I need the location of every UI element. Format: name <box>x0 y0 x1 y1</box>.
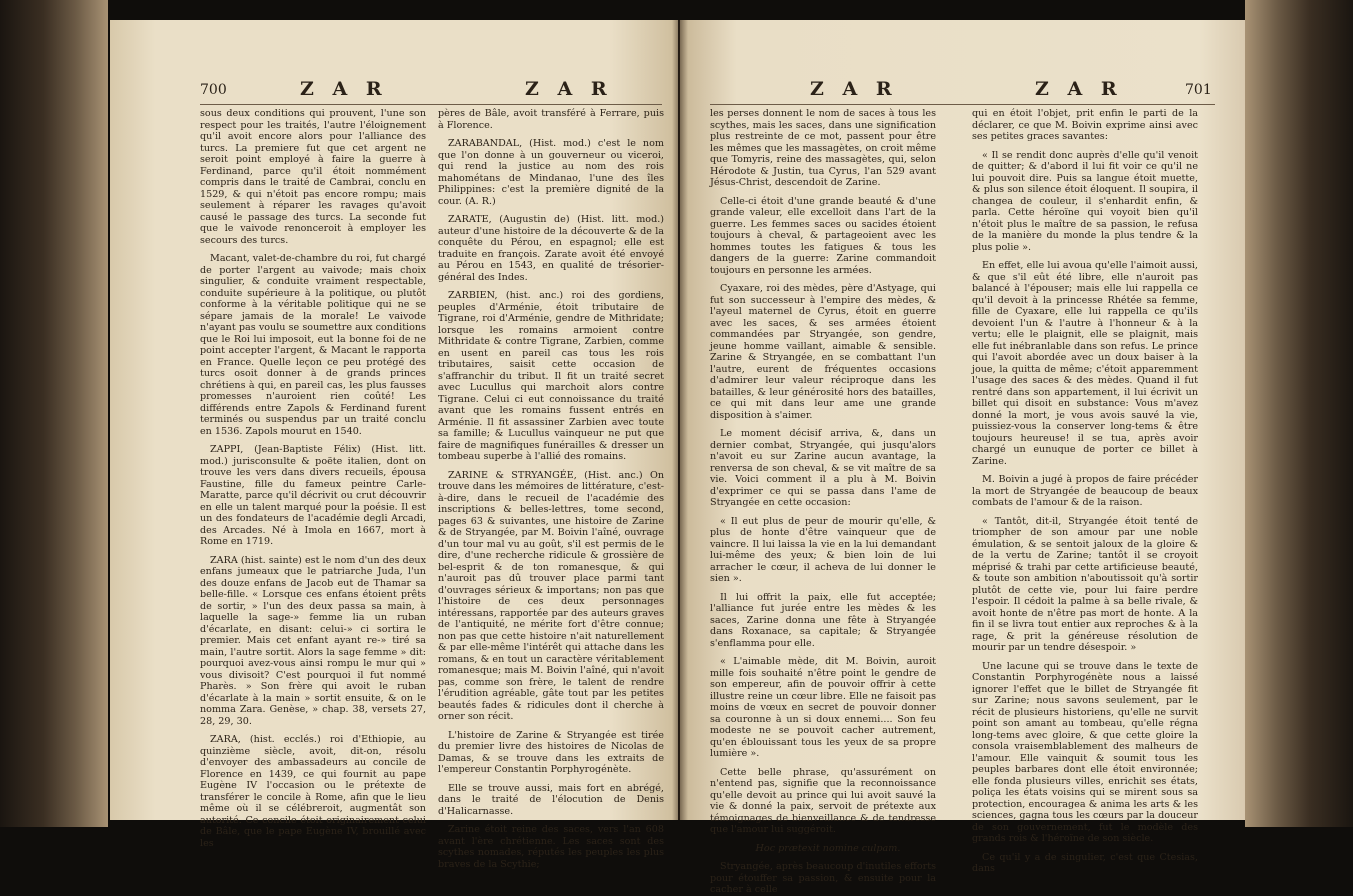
paragraph: « Il se rendit donc auprès d'elle qu'il venoit de quitter; & d'abord il lui fit voir ce qu'il ne lui pouvoit dire. Puis sa langue étoit muette, & plus son silence étoit éloquent. Il soupira, il changea de couleur, il s'enhardit enfin, & parla. Cette héroïne qui voyoit bien qu'il n'étoit plus le maître de sa passion, le refusa de la manière du monde la plus tendre & la plus polie ». <box>972 149 1198 253</box>
page-number-left: 700 <box>200 82 227 98</box>
paragraph: L'histoire de Zarine & Stryangée est tirée du premier livre des histoires de Nicolas de Damas, & se trouve dans les extraits de l'empereur Constantin Porphyrogénète. <box>438 729 664 775</box>
paragraph: ZARA, (hist. ecclés.) roi d'Ethiopie, au quinzième siècle, avoit, dit-on, résolu d'envoyer des ambassadeurs au concile de Florence en 1439, ce qui fournit au pape Eugène IV l'occasion ou le prétexte de transférer le concile à Rome, afin que le lieu même où il se célébreroit, augmentât son autorité. Ce concile étoit originairement celui de Bâle, que le pape Eugène IV, brouillé avec les <box>200 734 426 849</box>
page-number-right: 701 <box>1185 82 1212 98</box>
paragraph: qui en étoit l'objet, prit enfin le parti de la déclarer, ce que M. Boivin exprime ainsi avec ses petites graces savantes: <box>972 108 1198 142</box>
paragraph: En effet, elle lui avoua qu'elle l'aimoit aussi, & que s'il eût été libre, elle n'auroit pas balancé à l'épouser; mais elle lui rappella ce qu'il devoit à la princesse Rhétée sa femme, fille de Cyaxare, elle lui rappella ce qu'ils devoient l'un & l'autre à l'honneur & à la vertu; elle le plaignit, elle se plaignit, mais elle fut inébranlable dans son refus. Le prince qui l'avoit abordée avec un doux baiser à la joue, la quitta de même; c'étoit apparemment l'usage des saces & des mèdes. Quand il fut rentré dans son appartement, il lui écrivit un billet qui disoit en substance: Vous m'avez donné la mort, je vous avois sauvé la vie, puissiez-vous la conserver long-tems & être toujours heureuse! il se tua, après avoir chargé un eunuque de porter ce billet à Zarine. <box>972 260 1198 467</box>
paragraph: Cyaxare, roi des mèdes, père d'Astyage, qui fut son successeur à l'empire des mèdes, & l'ayeul maternel de Cyrus, étoit en guerre avec les saces, & ses armées étoient commandées par Stryangée, son gendre, jeune homme vaillant, aimable & sensible. Zarine & Stryangée, en se combattant l'un l'autre, eurent de fréquentes occasions d'admirer leur valeur réciproque dans les batailles, & leur générosité hors des batailles, ce qui mit dans leur ame une grande disposition à s'aimer. <box>710 283 936 421</box>
book-edge-right <box>1245 0 1353 827</box>
left-page <box>110 20 678 870</box>
paragraph: Zarine étoit reine des saces, vers l'an 608 avant l'ère chrétienne. Les saces sont des scythes nomades, réputés les peuples les plus braves de la Scythie; <box>438 824 664 870</box>
paragraph: ZAPPI, (Jean-Baptiste Félix) (Hist. litt. mod.) jurisconsulte & poëte italien, dont on trouve les vers dans divers recueils, épousa Faustine, fille du fameux peintre Carle-Maratte, parce qu'il décrivit ou crut découvrir en elle un talent marqué pour la poésie. Il est un des fondateurs de l'académie degli Arcadi, des Arcades. Né à Imola en 1667, mort à Rome en 1719. <box>200 444 426 547</box>
paragraph: Macant, valet-de-chambre du roi, fut chargé de porter l'argent au vaivode; mais choix singulier, & conduite vraiment respectable, conduite supérieure à la politique, ou plutôt conforme à la véritable politique qui ne se sépare jamais de la morale! Le vaivode n'ayant pas voulu se soumettre aux conditions que le Roi lui imposoit, eut la bonne foi de ne point accepter l'argent, & Macant le rapporta en France. Quelle leçon ce peu protégé des turcs osoit donner à de grands princes chrétiens à qui, en pareil cas, les plus fausses promesses n'auroient rien coûté! Les différends entre Zapols & Ferdinand furent terminés ou suspendus par un traité conclu en 1536. Zapols mourut en 1540. <box>200 253 426 437</box>
book-edge-left <box>0 0 108 827</box>
right-page-column-2 <box>972 108 1198 874</box>
paragraph: Elle se trouve aussi, mais fort en abrégé, dans le traité de l'élocution de Denis d'Halicarnasse. <box>438 782 664 817</box>
paragraph: Il lui offrit la paix, elle fut acceptée; l'alliance fut jurée entre les mèdes & les saces, Zarine donna une fête à Stryangée dans Roxanace, sa capitale; & Stryangée s'enflamma pour elle. <box>710 591 936 649</box>
paragraph: Une lacune qui se trouve dans le texte de Constantin Porphyrogénète nous a laissé ignorer l'effet que le billet de Stryangée fit sur Zarine; nous savons seulement, par le récit de plusieurs historiens, qu'elle ne survit point son amant au tombeau, qu'elle régna long-tems avec gloire, & que cette gloire la consola vraisemblablement des malheurs de l'amour. Elle vainquit & soumit tous les peuples barbares dont elle étoit environnée; elle fonda plusieurs villes, enrichit ses états, poliça les états voisins qui se mirent sous sa protection, encouragea & anima les arts & les sciences, gagna tous les cœurs par la douceur de son gouvernement, fut le modèle des grands rois & l'héroïne de son siècle. <box>972 660 1198 844</box>
paragraph: « Tantôt, dit-il, Stryangée étoit tenté de triompher de son amour par une noble émulation, & se sentoit jaloux de la gloire & de la vertu de Zarine; tantôt il se croyoit méprisé & trahi par cette artificieuse beauté, & toute son ambition n'aboutissoit qu'à sortir plutôt de cette vie, pour lui faire perdre l'espoir. Il cédoit la palme à sa belle rivale, & avoit honte de n'être pas mort de honte. A la fin il se livra tout entier aux reproches & à la rage, & prit la généreuse résolution de mourir par un tendre désespoir. » <box>972 515 1198 653</box>
left-page-column-2 <box>438 108 664 870</box>
paragraph: Stryangée, après beaucoup d'inutiles efforts pour étouffer sa passion, & ensuite pour la cacher à celle <box>710 861 936 895</box>
paragraph: pères de Bâle, avoit transféré à Ferrare, puis à Florence. <box>438 108 664 131</box>
right-page <box>680 20 1245 895</box>
running-head-right-1: Z A R <box>810 78 898 100</box>
latin-quote: Hoc prætexit nomine culpam. <box>755 842 901 854</box>
paragraph: ZARA (hist. sainte) est le nom d'un des deux enfans jumeaux que le patriarche Juda, l'un des douze enfans de Jacob eut de Thamar sa belle-fille. « Lorsque ces enfans étoient prêts de sortir, » l'un des deux passa sa main, à laquelle la sage-» femme lia un ruban d'écarlate, en disant: celui-» ci sortira le premier. Mais cet enfant ayant re-» tiré sa main, l'autre sortit. Alors la sage femme » dit: pourquoi avez-vous ainsi rompu le mur qui » vous divisoit? C'est pourquoi il fut nommé Pharès. » Son frère qui avoit le ruban d'écarlate à la main » sortit ensuite, & on le nomma Zara. Genèse, » chap. 38, versets 27, 28, 29, 30. <box>200 554 426 727</box>
running-head-right-2: Z A R <box>1035 78 1123 100</box>
paragraph: M. Boivin a jugé à propos de faire précéder la mort de Stryangée de beaucoup de beaux combats de l'amour & de la raison. <box>972 474 1198 508</box>
paragraph: Ce qu'il y a de singulier, c'est que Ctesias, dans <box>972 851 1198 874</box>
right-page-column-1 <box>710 108 936 895</box>
paragraph: ZARATE, (Augustin de) (Hist. litt. mod.) auteur d'une histoire de la découverte & de la conquête du Pérou, en espagnol; elle est traduite en françois. Zarate avoit été envoyé au Pérou en 1543, en qualité de trésorier-général des Indes. <box>438 214 664 283</box>
paragraph: les perses donnent le nom de saces à tous les scythes, mais les saces, dans une signification plus restreinte de ce mot, passent pour être les mêmes que les massagètes, on croit même que Tomyris, reine des massagètes, qui, selon Hérodote & Justin, tua Cyrus, l'an 529 avant Jésus-Christ, descendoit de Zarine. <box>710 108 936 188</box>
head-rule-right <box>710 104 1215 105</box>
running-head-left-2: Z A R <box>525 78 613 100</box>
paragraph: « L'aimable mède, dit M. Boivin, auroit mille fois souhaité n'être point le gendre de son empereur, afin de pouvoir offrir à cette illustre reine un cœur libre. Elle ne faisoit pas moins de vœux en secret de pouvoir donner sa couronne à un si doux ennemi.... Son feu modeste ne se pouvoit cacher autrement, qu'en éblouissant tous les yeux de sa propre lumière ». <box>710 656 936 759</box>
paragraph: Cette belle phrase, qu'assurément on n'entend pas, signifie que la reconnoissance qu'elle devoit au prince qui lui avoit sauvé la vie & donné la paix, servoit de prétexte aux témoignages de bienveillance & de tendresse que l'amour lui suggéroit. <box>710 766 936 835</box>
paragraph: sous deux conditions qui prouvent, l'une son respect pour les traités, l'autre l'éloignement qu'il avoit encore alors pour l'alliance des turcs. La premiere fut que cet argent ne seroit point employé à faire la guerre à Ferdinand, parce qu'il étoit nommément compris dans le traité de Cambrai, conclu en 1529, & qui n'étoit pas encore rompu; mais seulement à réparer les ravages qu'avoit causé le passage des turcs. La seconde fut que le vaivode renonceroit à employer les secours des turcs. <box>200 108 426 246</box>
paragraph: « Il eut plus de peur de mourir qu'elle, & plus de honte d'être vainqueur que de vaincre. Il lui laissa la vie en la lui demandant lui-même des yeux; & bien loin de lui arracher le cœur, il acheva de lui donner le sien ». <box>710 515 936 584</box>
paragraph: Celle-ci étoit d'une grande beauté & d'une grande valeur, elle excelloit dans l'art de la guerre. Les femmes saces ou sacides étoient toujours à cheval, & partageoient avec les hommes toutes les fatigues & tous les dangers de la guerre: Zarine commandoit toujours en personne les armées. <box>710 195 936 276</box>
running-head-left-1: Z A R <box>300 78 388 100</box>
paragraph: Le moment décisif arriva, &, dans un dernier combat, Stryangée, qui jusqu'alors n'avoit eu sur Zarine aucun avantage, la renversa de son cheval, & se vit maître de sa vie. Voici comment il a plu à M. Boivin d'exprimer ce qui se passa dans l'ame de Stryangée en cette occasion: <box>710 428 936 508</box>
head-rule-left <box>200 104 662 105</box>
paragraph: ZARBIEN, (hist. anc.) roi des gordiens, peuples d'Arménie, étoit tributaire de Tigrane, roi d'Arménie, gendre de Mithridate; lorsque les romains armoient contre Mithridate & contre Tigrane, Zarbien, comme en usent en pareil cas tous les rois tributaires, saisit cette occasion de s'affranchir du tribut. Il fit un traité secret avec Lucullus qui marchoit alors contre Tigrane. Celui ci eut connoissance du traité avant que les romains fussent entrés en Arménie. Il fit assassiner Zarbien avec toute sa famille; & Lucullus vainqueur ne put que faire de magnifiques funérailles & dresser un tombeau superbe à l'allié des romains. <box>438 290 664 462</box>
left-page-column-1 <box>200 108 426 849</box>
book-gutter <box>672 20 688 820</box>
paragraph: ZARABANDAL, (Hist. mod.) c'est le nom que l'on donne à un gouverneur ou viceroi, qui rend la justice au nom des rois mahométans de Mindanao, l'une des îles Philippines: c'est la première dignité de la cour. (A. R.) <box>438 138 664 207</box>
paragraph: ZARINE & STRYANGÉE, (Hist. anc.) On trouve dans les mémoires de littérature, c'est-à-dire, dans le recueil de l'académie des inscriptions & belles-lettres, tome second, pages 63 & suivantes, une histoire de Zarine & de Stryangée, par M. Boivin l'aîné, ouvrage d'un tour mal vu au goût, s'il est permis de le dire, d'une recherche ridicule & grossière de bel-esprit & de ton romanesque, & qui n'auroit pas dû trouver place parmi tant d'ouvrages sérieux & importans; non pas que l'histoire de ces deux personnages intéressans, rapportée par des auteurs graves de l'antiquité, ne mérite fort d'être connue; non pas que cette histoire n'ait naturellement & par elle-même l'intérêt qui attache dans les romans, & en tout un caractère véritablement romanesque; mais M. Boivin l'aîné, qui n'avoit pas, comme son frère, le talent de rendre l'érudition agréable, gâte tout par les petites beautés fades & ridicules dont il cherche à orner son récit. <box>438 469 664 722</box>
